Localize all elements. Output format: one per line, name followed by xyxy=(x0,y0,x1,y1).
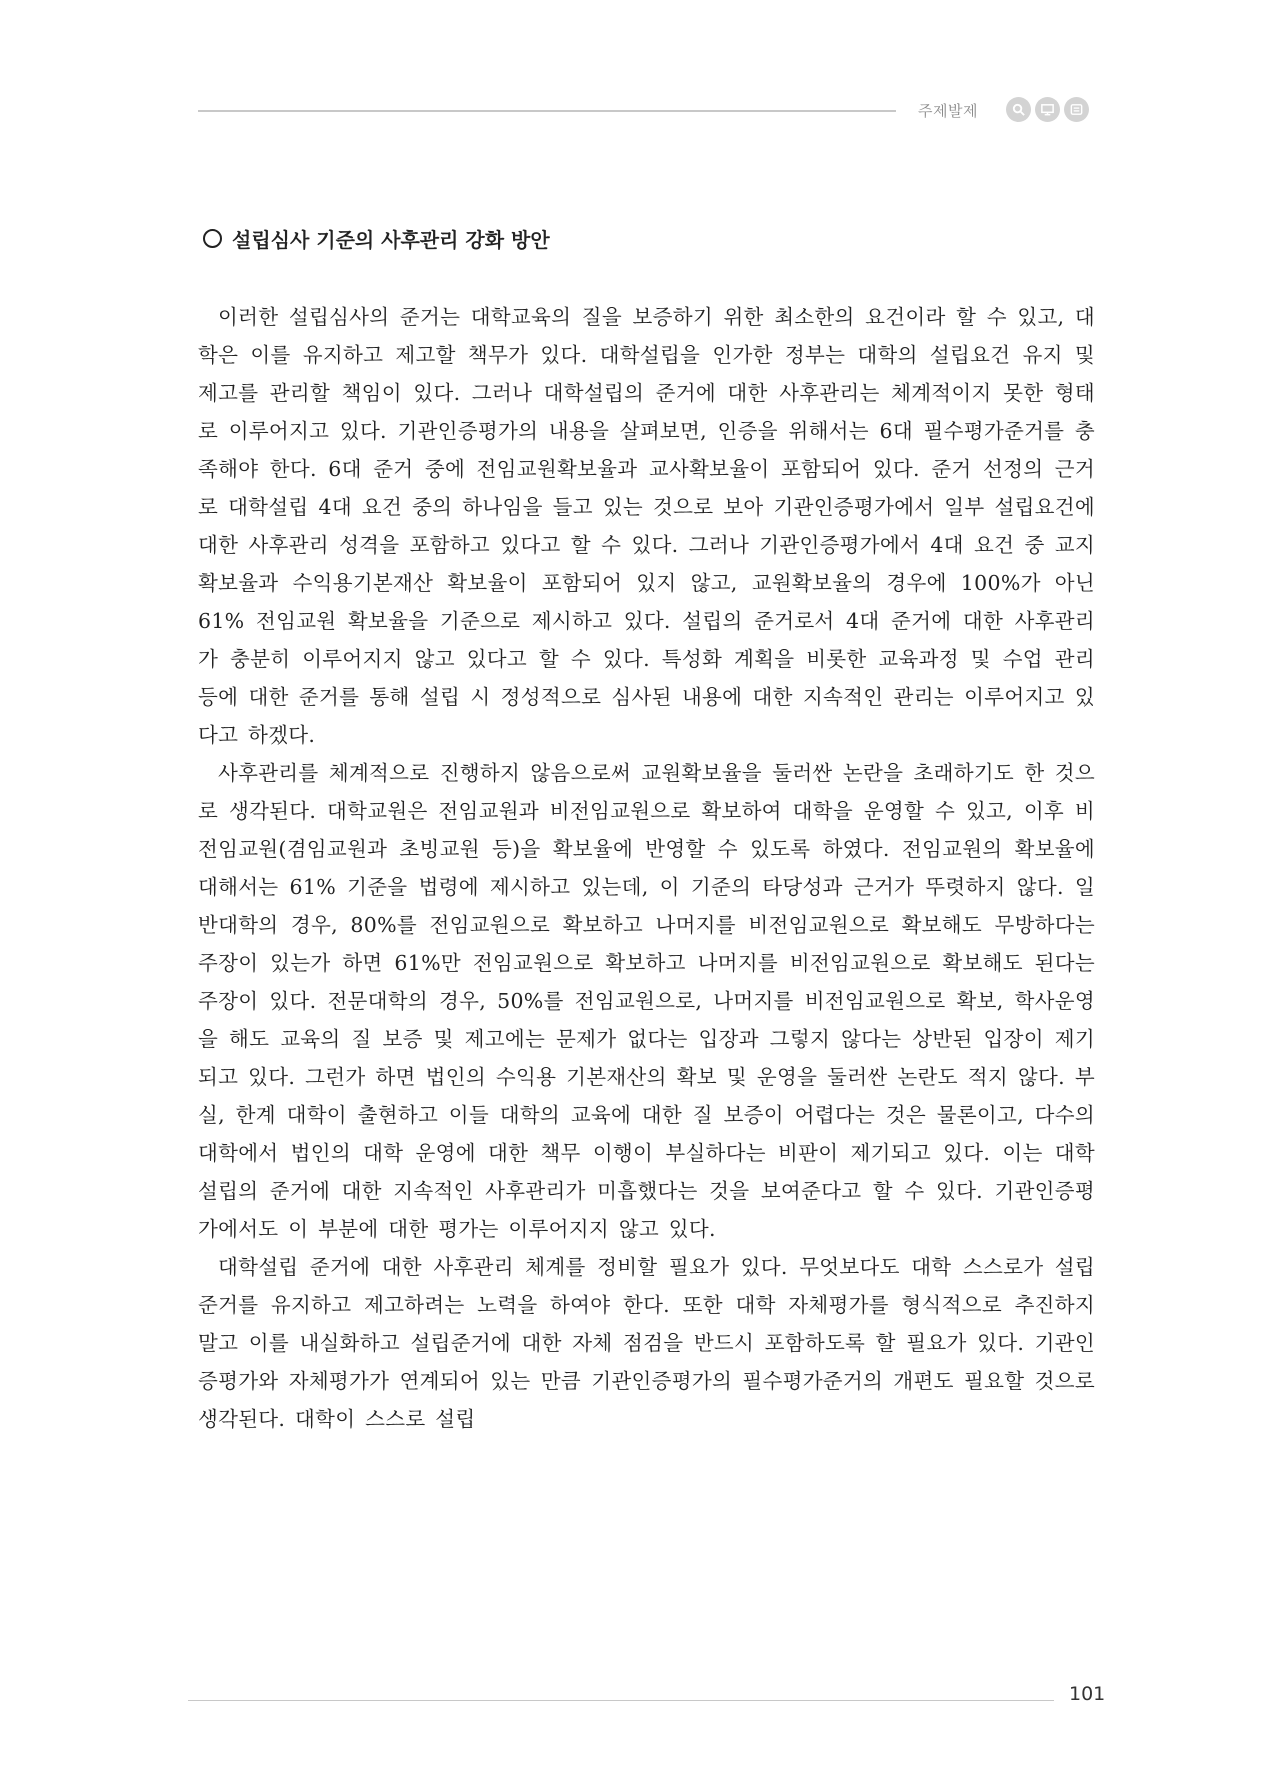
magnifier-icon xyxy=(1006,97,1031,122)
body-text xyxy=(198,298,1095,1438)
paragraph: 이러한 설립심사의 준거는 대학교육의 질을 보증하기 위한 최소한의 요건이라 할 수 있고, 대학은 이를 유지하고 제고할 책무가 있다. 대학설립을 인가한 정부는 대학의 설립요건 유지 및 제고를 관리할 책임이 있다. 그러나 대학설립의 준거에 대한 사후관리는 체계적이지 못한 형태로 이루어지고 있다. 기관인증평가의 내용을 살펴보면, 인증을 위해서는 6대 필수평가준거를 충족해야 한다. 6대 준거 중에 전임교원확보율과 교사확보율이 포함되어 있다. 준거 선정의 근거로 대학설립 4대 요건 중의 하나임을 들고 있는 것으로 보아 기관인증평가에서 일부 설립요건에 대한 사후관리 성격을 포함하고 있다고 할 수 있다. 그러나 기관인증평가에서 4대 요건 중 교지확보율과 수익용기본재산 확보율이 포함되어 있지 않고, 교원확보율의 경우에 100%가 아닌 61% 전임교원 확보율을 기준으로 제시하고 있다. 설립의 준거로서 4대 준거에 대한 사후관리가 충분히 이루어지지 않고 있다고 할 수 있다. 특성화 계획을 비롯한 교육과정 및 수업 관리 등에 대한 준거를 통해 설립 시 정성적으로 심사된 내용에 대한 지속적인 관리는 이루어지고 있다고 하겠다. xyxy=(198,305,1095,747)
monitor-icon xyxy=(1035,97,1060,122)
header-section-label: 주제발제 xyxy=(918,102,978,120)
footer-rule xyxy=(188,1700,1054,1701)
section-heading xyxy=(203,224,550,253)
header-rule xyxy=(198,110,896,112)
paragraph: 대학설립 준거에 대한 사후관리 체계를 정비할 필요가 있다. 무엇보다도 대학 스스로가 설립준거를 유지하고 제고하려는 노력을 하여야 한다. 또한 대학 자체평가를 형식적으로 추진하지 말고 이를 내실화하고 설립준거에 대한 자체 점검을 반드시 포함하도록 할 필요가 있다. 기관인증평가와 자체평가가 연계되어 있는 만큼 기관인증평가의 필수평가준거의 개편도 필요할 것으로 생각된다. 대학이 스스로 설립 xyxy=(198,1255,1095,1431)
page-number: 101 xyxy=(1069,1683,1106,1705)
list-icon xyxy=(1064,97,1089,122)
header-icons xyxy=(1006,97,1089,122)
circle-icon xyxy=(203,229,222,248)
section-heading-text: 설립심사 기준의 사후관리 강화 방안 xyxy=(232,228,550,252)
paragraph: 사후관리를 체계적으로 진행하지 않음으로써 교원확보율을 둘러싼 논란을 초래하기도 한 것으로 생각된다. 대학교원은 전임교원과 비전임교원으로 확보하여 대학을 운영할 수 있고, 이후 비전임교원(겸임교원과 초빙교원 등)을 확보율에 반영할 수 있도록 하였다. 전임교원의 확보율에 대해서는 61% 기준을 법령에 제시하고 있는데, 이 기준의 타당성과 근거가 뚜렷하지 않다. 일반대학의 경우, 80%를 전임교원으로 확보하고 나머지를 비전임교원으로 확보해도 무방하다는 주장이 있는가 하면 61%만 전임교원으로 확보하고 나머지를 비전임교원으로 확보해도 된다는 주장이 있다. 전문대학의 경우, 50%를 전임교원으로, 나머지를 비전임교원으로 확보, 학사운영을 해도 교육의 질 보증 및 제고에는 문제가 없다는 입장과 그렇지 않다는 상반된 입장이 제기되고 있다. 그런가 하면 법인의 수익용 기본재산의 확보 및 운영을 둘러싼 논란도 적지 않다. 부실, 한계 대학이 출현하고 이들 대학의 교육에 대한 질 보증이 어렵다는 것은 물론이고, 다수의 대학에서 법인의 대학 운영에 대한 책무 이행이 부실하다는 비판이 제기되고 있다. 이는 대학 설립의 준거에 대한 지속적인 사후관리가 미흡했다는 것을 보여준다고 할 수 있다. 기관인증평가에서도 이 부분에 대한 평가는 이루어지지 않고 있다. xyxy=(198,761,1095,1241)
